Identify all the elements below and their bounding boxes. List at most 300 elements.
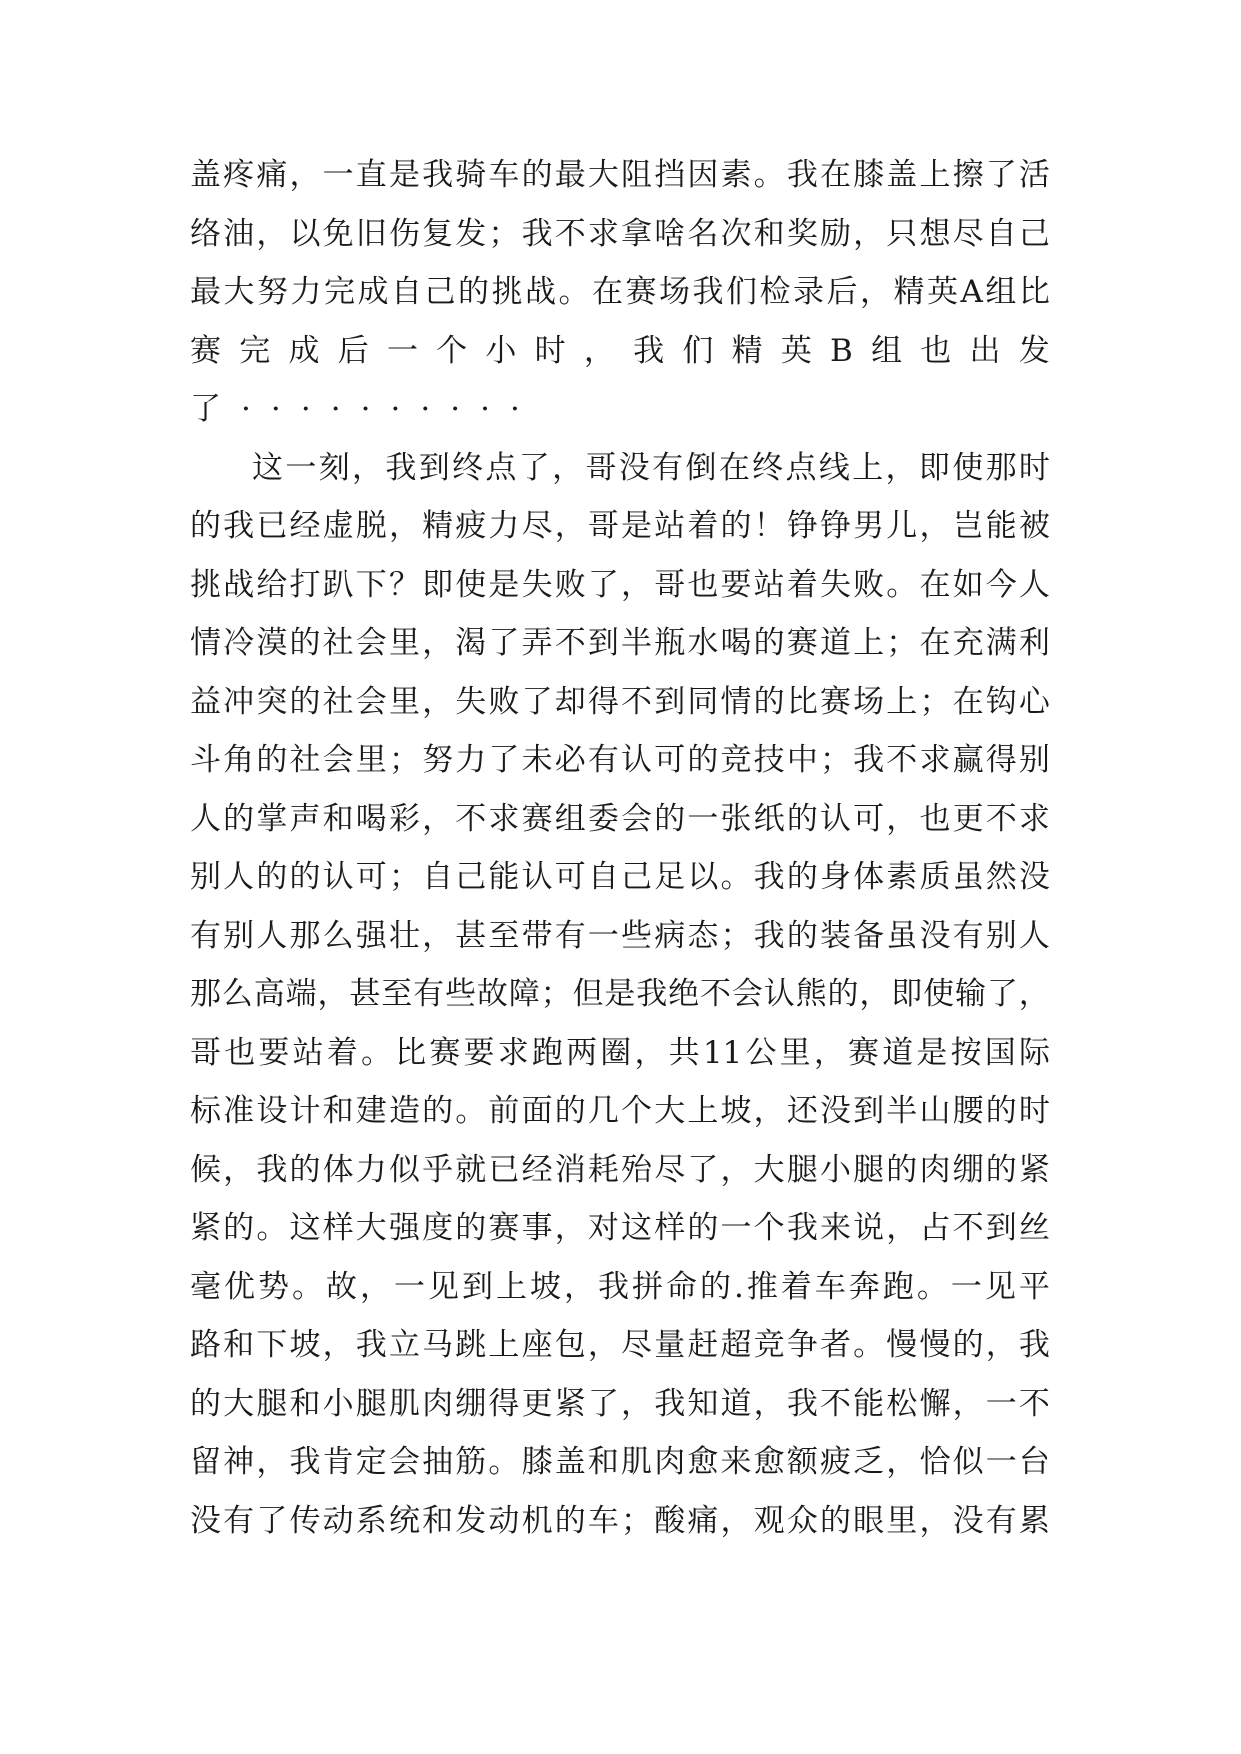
text-glyph: 不 xyxy=(621,683,653,720)
text-glyph: 最 xyxy=(190,274,221,310)
text-glyph: 完 xyxy=(239,332,271,369)
text-glyph: 我 xyxy=(289,1444,321,1480)
text-glyph: 成 xyxy=(288,332,320,369)
text-glyph: 大 xyxy=(587,157,619,193)
text-glyph: ， xyxy=(886,800,918,837)
text-glyph: 见 xyxy=(428,1268,459,1305)
text-glyph: ， xyxy=(919,1502,951,1539)
text-glyph: 一 xyxy=(985,1444,1017,1480)
text-glyph: 会 xyxy=(355,683,387,720)
text-glyph: 的 xyxy=(223,1210,255,1246)
text-glyph: 一 xyxy=(687,800,719,837)
text-glyph: 上 xyxy=(496,1268,527,1305)
text-glyph: 着 xyxy=(780,1268,812,1305)
text-glyph: 比 xyxy=(1018,274,1050,310)
text-glyph: ， xyxy=(720,1151,752,1188)
text-glyph: 小 xyxy=(322,1385,354,1422)
text-glyph: 个 xyxy=(436,332,468,369)
text-glyph: 高 xyxy=(253,976,285,1012)
text-glyph: 己 xyxy=(424,274,456,310)
text-glyph: 精 xyxy=(893,274,925,310)
text-glyph: 和 xyxy=(322,800,354,837)
text-glyph: 我 xyxy=(753,859,785,895)
text-glyph: 平 xyxy=(1018,1268,1050,1305)
text-glyph: 啥 xyxy=(654,215,686,252)
text-glyph: 样 xyxy=(322,1210,354,1246)
text-glyph: 肉 xyxy=(919,1151,951,1188)
text-glyph: 车 xyxy=(814,1268,846,1305)
text-glyph: ， xyxy=(422,683,454,720)
text-glyph: ， xyxy=(952,1385,984,1422)
text-glyph: 发 xyxy=(455,1502,487,1539)
text-glyph: 点 xyxy=(785,449,817,486)
text-glyph: 了 xyxy=(587,1385,619,1422)
text-glyph: 会 xyxy=(621,800,653,837)
text-glyph: 社 xyxy=(322,625,354,661)
text-glyph: 膝 xyxy=(853,157,885,193)
text-glyph: 旧 xyxy=(355,215,387,252)
text-glyph: ， xyxy=(621,1385,653,1422)
text-glyph: 即 xyxy=(422,566,454,603)
text-glyph: 到 xyxy=(418,449,450,486)
text-glyph: 山 xyxy=(919,1093,951,1129)
text-glyph: 可 xyxy=(654,742,686,778)
text-glyph: 到 xyxy=(654,683,686,720)
text-glyph: 赢 xyxy=(952,742,984,778)
text-glyph: 的 xyxy=(521,157,553,193)
text-glyph: 故 xyxy=(476,976,508,1012)
text-glyph: · xyxy=(450,391,461,427)
text-glyph: 一 xyxy=(394,1268,425,1305)
text-glyph: 我 xyxy=(786,1385,818,1422)
text-glyph: 车 xyxy=(587,1502,619,1539)
text-glyph: 上 xyxy=(919,157,951,193)
text-glyph: 建 xyxy=(355,1093,387,1129)
text-glyph: 盖 xyxy=(554,1444,586,1480)
text-glyph: 也 xyxy=(224,1034,256,1071)
text-glyph: 未 xyxy=(521,742,553,778)
text-glyph: 了 xyxy=(521,683,553,720)
text-glyph: 力 xyxy=(290,274,322,310)
text-glyph: 人 xyxy=(223,859,255,895)
text-glyph: 肉 xyxy=(422,1385,454,1422)
text-glyph: ， xyxy=(886,1210,918,1246)
text-glyph: 甚 xyxy=(455,917,487,954)
text-glyph: 坡 xyxy=(289,1327,321,1363)
text-glyph: 消 xyxy=(554,1151,586,1188)
text-glyph: 赶 xyxy=(687,1327,719,1363)
text-glyph: 的 xyxy=(190,1385,221,1422)
text-glyph: 是 xyxy=(621,508,653,544)
text-glyph: 败 xyxy=(488,683,520,720)
text-line xyxy=(190,1031,1050,1090)
text-glyph: 丝 xyxy=(1018,1210,1050,1246)
text-glyph: 坡 xyxy=(720,1093,752,1129)
text-glyph: 障 xyxy=(508,976,540,1012)
text-glyph: 的 xyxy=(700,1268,731,1305)
text-glyph: 人 xyxy=(1018,917,1050,954)
text-glyph: 的 xyxy=(786,917,818,954)
text-glyph: 赛 xyxy=(521,800,553,837)
text-glyph: 角 xyxy=(223,742,255,778)
text-glyph: 前 xyxy=(488,1093,520,1129)
text-glyph: 英 xyxy=(927,274,958,310)
text-glyph: ， xyxy=(554,1210,586,1246)
text-glyph: ， xyxy=(360,1268,391,1305)
text-glyph: 要 xyxy=(463,1034,495,1071)
text-glyph: 共 xyxy=(668,1034,700,1071)
text-glyph: ， xyxy=(583,332,615,369)
text-glyph: 要 xyxy=(720,566,752,603)
text-glyph: 们 xyxy=(682,332,714,369)
text-glyph: 败 xyxy=(853,566,885,603)
text-glyph: ， xyxy=(289,157,321,193)
text-glyph: 赛 xyxy=(819,683,851,720)
text-glyph: 站 xyxy=(292,1034,324,1071)
text-glyph: 时 xyxy=(534,332,566,369)
text-glyph: 。 xyxy=(292,1268,323,1305)
text-glyph: 张 xyxy=(720,800,752,837)
text-glyph: ； xyxy=(621,1502,653,1539)
text-glyph: 。 xyxy=(360,1034,392,1071)
text-glyph: 者 xyxy=(819,1327,851,1363)
text-glyph: 赛 xyxy=(488,1210,520,1246)
text-glyph: 的 xyxy=(786,859,818,895)
text-glyph: 来 xyxy=(720,1444,752,1480)
text-glyph: 就 xyxy=(455,1151,487,1188)
text-glyph: 会 xyxy=(388,1444,420,1480)
text-glyph: 站 xyxy=(654,508,686,544)
text-glyph: 的 xyxy=(819,1502,851,1539)
text-glyph: 的 xyxy=(256,859,288,895)
text-glyph: 斗 xyxy=(190,742,221,778)
text-glyph: 力 xyxy=(488,508,520,544)
text-glyph: 奔 xyxy=(848,1268,880,1305)
text-glyph: 圈 xyxy=(600,1034,632,1071)
text-glyph: 计 xyxy=(289,1093,321,1129)
text-glyph: 小 xyxy=(819,1151,851,1188)
text-glyph: 已 xyxy=(256,508,288,544)
text-glyph: 努 xyxy=(422,742,454,778)
text-glyph: 励 xyxy=(819,215,851,252)
text-line xyxy=(190,270,1050,329)
text-line xyxy=(190,563,1050,622)
text-glyph: 铮 xyxy=(819,508,851,544)
text-glyph: 那 xyxy=(190,976,221,1012)
text-glyph: 擦 xyxy=(952,157,984,193)
text-glyph: 成 xyxy=(357,274,389,310)
text-glyph: 组 xyxy=(554,800,586,837)
text-glyph: 利 xyxy=(1018,625,1050,661)
text-glyph: 突 xyxy=(256,683,288,720)
text-glyph: 自 xyxy=(587,859,619,895)
text-glyph: 机 xyxy=(521,1502,553,1539)
text-glyph: 了 xyxy=(256,1502,288,1539)
text-glyph: 体 xyxy=(322,1151,354,1188)
text-glyph: 失 xyxy=(521,566,553,603)
text-glyph: 尽 xyxy=(621,1327,653,1363)
text-glyph: 有 xyxy=(190,917,221,954)
text-glyph: 一 xyxy=(587,917,619,954)
text-line xyxy=(190,212,1050,271)
text-line xyxy=(190,329,1050,388)
text-glyph: 马 xyxy=(422,1327,454,1363)
text-glyph: 线 xyxy=(818,449,850,486)
text-glyph: ， xyxy=(564,1268,595,1305)
text-glyph: 公 xyxy=(745,1034,777,1071)
text-glyph: 痛 xyxy=(256,157,288,193)
text-glyph: 知 xyxy=(687,1385,719,1422)
text-glyph: 占 xyxy=(919,1210,951,1246)
text-glyph: 是 xyxy=(388,157,420,193)
text-glyph: 今 xyxy=(985,566,1017,603)
text-glyph: 不 xyxy=(985,800,1017,837)
text-glyph: 以 xyxy=(289,215,321,252)
text-glyph: 面 xyxy=(521,1093,553,1129)
text-glyph: 后 xyxy=(337,332,369,369)
text-glyph: 的 xyxy=(554,1093,586,1129)
text-glyph: 场 xyxy=(853,683,885,720)
text-glyph: 足 xyxy=(654,859,686,895)
text-glyph: 油 xyxy=(223,215,255,252)
text-glyph: 活 xyxy=(1018,157,1050,193)
text-glyph: 即 xyxy=(918,449,950,486)
text-glyph: 带 xyxy=(521,917,553,954)
text-glyph: 己 xyxy=(455,859,487,895)
text-glyph: 。 xyxy=(753,157,785,193)
text-glyph: 心 xyxy=(1018,683,1050,720)
text-glyph: 道 xyxy=(720,1385,752,1422)
text-glyph: 场 xyxy=(659,274,690,310)
text-glyph: 几 xyxy=(587,1093,619,1129)
text-glyph: 在 xyxy=(819,157,851,193)
text-glyph: 求 xyxy=(919,742,951,778)
text-glyph: 了 xyxy=(687,1151,719,1188)
text-glyph: 比 xyxy=(786,683,818,720)
text-glyph: 打 xyxy=(289,566,321,603)
text-glyph: 和 xyxy=(422,1502,454,1539)
text-glyph: 似 xyxy=(388,1151,420,1188)
text-glyph: 求 xyxy=(488,800,520,837)
text-glyph: 站 xyxy=(753,566,785,603)
text-glyph: 的 xyxy=(289,683,321,720)
text-glyph: 毫 xyxy=(190,1268,221,1305)
text-glyph: ？ xyxy=(388,566,420,603)
text-glyph: 得 xyxy=(488,1385,520,1422)
text-glyph: . xyxy=(734,1268,744,1305)
text-glyph: 不 xyxy=(1018,1385,1050,1422)
text-glyph: 。 xyxy=(916,1268,948,1305)
text-glyph: 身 xyxy=(819,859,851,895)
text-glyph: 里 xyxy=(886,1502,918,1539)
text-glyph: 精 xyxy=(422,508,454,544)
text-glyph: 酸 xyxy=(654,1502,686,1539)
text-glyph: 慢 xyxy=(886,1327,918,1363)
text-glyph: 因 xyxy=(687,157,719,193)
text-glyph: 彩 xyxy=(388,800,420,837)
text-glyph: ， xyxy=(621,566,653,603)
text-glyph: 给 xyxy=(256,566,288,603)
text-glyph: 殆 xyxy=(621,1151,653,1188)
text-glyph: 绷 xyxy=(952,1151,984,1188)
text-glyph: 一 xyxy=(322,157,354,193)
text-glyph: 腿 xyxy=(786,1151,818,1188)
text-glyph: 肉 xyxy=(654,1444,686,1480)
text-glyph: · xyxy=(510,391,520,427)
text-glyph: 钩 xyxy=(985,683,1017,720)
text-glyph: 弄 xyxy=(521,625,553,661)
text-glyph: 喝 xyxy=(720,625,752,661)
text-glyph: 大 xyxy=(654,1093,686,1129)
text-glyph: 冷 xyxy=(223,625,255,661)
text-glyph: 眼 xyxy=(853,1502,885,1539)
text-glyph: ， xyxy=(554,508,586,544)
text-glyph: 发 xyxy=(1018,332,1050,369)
text-glyph: 没 xyxy=(1018,859,1050,895)
text-glyph: 。 xyxy=(558,274,590,310)
text-glyph: ， xyxy=(853,215,885,252)
text-glyph: 里 xyxy=(388,683,420,720)
text-glyph: 有 xyxy=(413,976,445,1012)
text-glyph: 漠 xyxy=(256,625,288,661)
text-glyph: 录 xyxy=(793,274,824,310)
text-glyph: ， xyxy=(422,917,454,954)
text-glyph: 我 xyxy=(355,1327,387,1363)
text-glyph: 社 xyxy=(289,742,321,778)
text-glyph: 在 xyxy=(718,449,750,486)
text-glyph: 免 xyxy=(322,215,354,252)
text-glyph: 疲 xyxy=(455,508,487,544)
text-glyph: 认 xyxy=(819,800,851,837)
text-glyph: 最 xyxy=(554,157,586,193)
text-glyph: 络 xyxy=(190,215,221,252)
text-glyph: 和 xyxy=(322,1093,354,1129)
text-glyph: 的 xyxy=(289,1151,321,1188)
text-glyph: 的 xyxy=(827,976,859,1012)
text-glyph: 声 xyxy=(289,800,321,837)
text-glyph: ； xyxy=(540,976,572,1012)
text-glyph: 阻 xyxy=(621,157,653,193)
text-glyph: 有 xyxy=(985,1502,1017,1539)
text-glyph: 里 xyxy=(779,1034,811,1071)
text-glyph: 使 xyxy=(952,449,984,486)
text-glyph: 儿 xyxy=(886,508,918,544)
text-glyph: 的 xyxy=(289,625,321,661)
text-glyph: 赛 xyxy=(786,625,818,661)
text-glyph: 。 xyxy=(256,1210,288,1246)
text-glyph: 英 xyxy=(780,332,812,369)
text-glyph: 战 xyxy=(525,274,556,310)
text-glyph: ； xyxy=(819,742,851,778)
text-glyph: 力 xyxy=(455,742,487,778)
text-glyph: 些 xyxy=(621,917,653,954)
text-glyph: 上 xyxy=(488,1327,520,1363)
text-glyph: 竞 xyxy=(720,742,752,778)
text-glyph: 我 xyxy=(521,215,553,252)
text-glyph: 哥 xyxy=(587,508,619,544)
text-glyph: 社 xyxy=(322,683,354,720)
text-glyph: 的 xyxy=(985,1093,1017,1129)
text-glyph: 传 xyxy=(289,1502,321,1539)
text-glyph: 我 xyxy=(385,449,417,486)
text-glyph: 使 xyxy=(923,976,955,1012)
text-glyph: 我 xyxy=(598,1268,629,1305)
text-glyph: 那 xyxy=(289,917,321,954)
text-glyph: 趴 xyxy=(322,566,354,603)
text-glyph: 中 xyxy=(786,742,818,778)
text-glyph: 哥 xyxy=(585,449,617,486)
text-glyph: ， xyxy=(1018,976,1050,1012)
text-glyph: 人 xyxy=(190,800,221,837)
text-glyph: 岂 xyxy=(952,508,984,544)
text-glyph: 疼 xyxy=(223,157,255,193)
text-glyph: 能 xyxy=(985,508,1017,544)
text-glyph: 人 xyxy=(256,917,288,954)
text-line xyxy=(190,1323,1050,1382)
text-glyph: 赛 xyxy=(429,1034,461,1071)
text-glyph: 比 xyxy=(395,1034,427,1071)
text-glyph: 没 xyxy=(190,1502,221,1539)
text-glyph: 得 xyxy=(985,742,1017,778)
text-glyph: 有 xyxy=(554,917,586,954)
text-glyph: 国 xyxy=(984,1034,1016,1071)
text-glyph: 败 xyxy=(554,566,586,603)
text-glyph: 熊 xyxy=(795,976,827,1012)
text-glyph: 。 xyxy=(853,1327,885,1363)
text-glyph: 我 xyxy=(853,742,885,778)
text-glyph: 拼 xyxy=(632,1268,663,1305)
text-glyph: 。 xyxy=(720,859,752,895)
text-glyph: 赛 xyxy=(190,332,221,369)
text-glyph: 跑 xyxy=(882,1268,914,1305)
text-glyph: 已 xyxy=(488,1151,520,1188)
text-glyph: 更 xyxy=(521,1385,553,1422)
text-glyph: 里 xyxy=(355,742,387,778)
text-glyph: 却 xyxy=(554,683,586,720)
text-glyph: 痛 xyxy=(687,1502,719,1539)
text-glyph: 自 xyxy=(422,859,454,895)
text-glyph: 上 xyxy=(853,625,885,661)
text-glyph: 了 xyxy=(190,391,221,427)
text-glyph: 检 xyxy=(759,274,791,310)
text-glyph: 着 xyxy=(786,566,818,603)
text-glyph: 腰 xyxy=(952,1093,984,1129)
text-glyph: ； xyxy=(388,859,420,895)
text-glyph: 不 xyxy=(819,1385,851,1422)
text-glyph: ， xyxy=(352,449,384,486)
text-glyph: 的 xyxy=(786,800,818,837)
text-glyph: 态 xyxy=(687,917,719,954)
text-glyph: 半 xyxy=(621,625,653,661)
text-glyph: 我 xyxy=(786,1210,818,1246)
text-glyph: 大 xyxy=(355,1210,387,1246)
text-glyph: 在 xyxy=(919,566,951,603)
text-glyph: 我 xyxy=(636,976,668,1012)
text-glyph: 跑 xyxy=(531,1034,563,1071)
paragraph-1 xyxy=(190,153,1050,446)
text-glyph: 到 xyxy=(853,1093,885,1129)
text-glyph: 不 xyxy=(455,800,487,837)
text-line xyxy=(190,855,1050,914)
text-glyph: 名 xyxy=(687,215,719,252)
text-glyph: 只 xyxy=(886,215,918,252)
text-glyph: 也 xyxy=(919,800,951,837)
text-glyph: · xyxy=(390,391,401,427)
text-glyph: 大 xyxy=(223,1385,255,1422)
text-glyph: 在 xyxy=(919,625,951,661)
text-glyph: 组 xyxy=(985,274,1017,310)
text-line xyxy=(190,1265,1050,1324)
